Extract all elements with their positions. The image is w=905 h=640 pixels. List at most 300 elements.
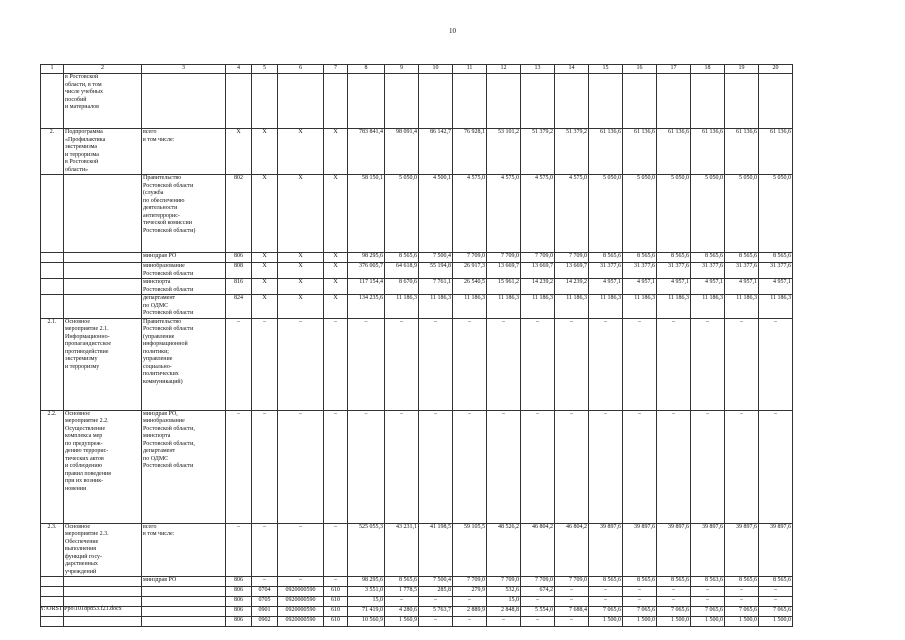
funding-value: 5 050,0 [725,175,759,253]
budget-code: 824 [226,295,252,319]
item-number [41,597,64,607]
funding-value: 8 565,6 [759,577,793,587]
funding-value: – [725,587,759,597]
funding-value: 4 957,1 [725,279,759,295]
funding-value: 31 377,6 [623,263,657,279]
funding-value: 7 709,0 [487,253,521,263]
funding-value: 11 186,3 [521,295,555,319]
funding-value: 8 565,6 [725,253,759,263]
funding-value: – [555,318,589,410]
budget-code: X [252,279,278,295]
column-number: 4 [226,65,252,74]
budget-code: X [324,129,348,175]
budget-code: X [252,263,278,279]
funding-value: 51 379,2 [521,129,555,175]
funding-value: 8 565,6 [657,253,691,263]
funding-value: – [555,410,589,523]
budget-code [278,74,324,129]
funding-value: 8 565,6 [623,253,657,263]
funding-value [725,74,759,129]
funding-value: 7 500,4 [419,577,453,587]
funding-value: – [759,597,793,607]
column-number: 6 [278,65,324,74]
funding-value: 1 500,0 [589,617,623,627]
column-number: 19 [725,65,759,74]
funding-value: 13 669,7 [487,263,521,279]
program-name: в Ростовской области, в том числе учебных пособий и материалов [64,74,142,129]
budget-code: X [324,279,348,295]
funding-value: – [348,410,385,523]
funding-value: 15,0 [487,597,521,607]
column-number: 2 [64,65,142,74]
program-name [64,175,142,253]
funding-value: – [657,410,691,523]
file-path-footer: Y:\ORST\Ppo\1018p853.f21.docx [40,606,122,612]
budget-code: 802 [226,175,252,253]
item-number: 2. [41,129,64,175]
budget-code: 806 [226,617,252,627]
funding-value: 11 186,3 [555,295,589,319]
funding-value: 4 957,1 [623,279,657,295]
funding-value: – [453,318,487,410]
funding-value: 8 565,6 [623,577,657,587]
table-row [41,129,793,175]
program-name [64,577,142,587]
funding-value: 4 575,0 [487,175,521,253]
funding-value: 279,9 [453,587,487,597]
budget-table [40,64,793,627]
funding-value: 4 575,0 [453,175,487,253]
funding-value: 26 917,3 [453,263,487,279]
funding-value [453,74,487,129]
item-number: 2.3. [41,523,64,577]
funding-value: 8 565,6 [589,577,623,587]
funding-value: 39 897,6 [691,523,725,577]
funding-value: 4 957,1 [657,279,691,295]
funding-value: 7 065,6 [691,607,725,617]
funding-value: 5 050,0 [691,175,725,253]
funding-value: 8 565,6 [725,577,759,587]
budget-code: 0704 [252,587,278,597]
budget-code: – [252,318,278,410]
funding-value: 39 897,6 [623,523,657,577]
funding-value: 46 804,2 [521,523,555,577]
funding-value: 14 239,2 [555,279,589,295]
column-number: 1 [41,65,64,74]
funding-value: 1 560,9 [385,617,419,627]
funding-value: – [589,597,623,607]
funding-value: 64 618,9 [385,263,419,279]
column-number: 13 [521,65,555,74]
funding-value: – [623,318,657,410]
funding-value: – [657,587,691,597]
budget-code: 806 [226,253,252,263]
column-number: 8 [348,65,385,74]
budget-code: 806 [226,587,252,597]
item-number [41,175,64,253]
funding-value [487,74,521,129]
funding-value: – [385,597,419,607]
funding-value: 8 670,6 [385,279,419,295]
funding-value: 61 136,6 [759,129,793,175]
funding-value [555,74,589,129]
responsible-executor: Правительство Ростовской области (служба по обеспечению деятельности антитеррорис- тической комиссии Ростовской области) [142,175,226,253]
responsible-executor [142,607,226,617]
funding-value: – [657,318,691,410]
funding-value: – [487,617,521,627]
responsible-executor: минздрав РО [142,577,226,587]
funding-value: – [759,318,793,410]
budget-code: X [252,295,278,319]
funding-value: 7 065,6 [623,607,657,617]
funding-value: 15 961,2 [487,279,521,295]
funding-value: 11 186,3 [419,295,453,319]
item-number [41,279,64,295]
column-number: 15 [589,65,623,74]
item-number [41,295,64,319]
funding-value: 7 709,0 [453,253,487,263]
budget-code: – [226,523,252,577]
funding-value: 4 957,1 [759,279,793,295]
budget-code: 610 [324,597,348,607]
funding-value: 39 897,6 [657,523,691,577]
funding-value: 41 198,5 [419,523,453,577]
funding-value: 1 500,0 [657,617,691,627]
funding-value: 4 500,1 [419,175,453,253]
funding-value: 8 565,6 [691,253,725,263]
funding-value: 11 186,3 [385,295,419,319]
funding-value: – [725,318,759,410]
funding-value: – [419,410,453,523]
funding-value: 11 186,3 [691,295,725,319]
budget-code: 806 [226,607,252,617]
funding-value: 11 186,3 [759,295,793,319]
item-number [41,253,64,263]
responsible-executor: Правительство Ростовской области (управление информационной политики; управление социально- политических коммуникаций) [142,318,226,410]
responsible-executor: департамент по ОДМС Ростовской области [142,295,226,319]
funding-value: – [521,410,555,523]
table-row [41,253,793,263]
funding-value: 7 065,6 [589,607,623,617]
funding-value: 1 500,0 [725,617,759,627]
item-number [41,263,64,279]
funding-value: 4 957,1 [691,279,725,295]
funding-value: – [589,410,623,523]
responsible-executor [142,617,226,627]
funding-value: 2 848,8 [487,607,521,617]
funding-value: 8 565,6 [657,577,691,587]
funding-value: 76 928,1 [453,129,487,175]
funding-value: 2 889,9 [453,607,487,617]
item-number [41,617,64,627]
funding-value: 1 500,0 [691,617,725,627]
funding-value: 8 565,6 [589,253,623,263]
funding-value: – [725,597,759,607]
funding-value: 11 186,3 [589,295,623,319]
column-number: 3 [142,65,226,74]
program-name [64,587,142,597]
funding-value: – [521,617,555,627]
column-number: 18 [691,65,725,74]
column-number: 10 [419,65,453,74]
funding-value: 134 235,6 [348,295,385,319]
item-number [41,587,64,597]
funding-value: 7 688,4 [555,607,589,617]
program-name [64,617,142,627]
funding-value: 86 142,7 [419,129,453,175]
program-name: Основное мероприятие 2.2. Осуществление комплекса мер по предупреж- дению террорис- тических актов и соблюдению правил поведения при их возник- новении [64,410,142,523]
funding-value: 5 763,7 [419,607,453,617]
budget-code: 816 [226,279,252,295]
responsible-executor: минздрав РО [142,253,226,263]
table-row [41,74,793,129]
funding-value: 5 050,0 [589,175,623,253]
column-number: 12 [487,65,521,74]
funding-value [623,74,657,129]
funding-value: – [759,410,793,523]
funding-value: – [555,597,589,607]
column-number-row [41,65,793,74]
budget-code: X [324,295,348,319]
responsible-executor: минспорта Ростовской области [142,279,226,295]
budget-code: 0920000590 [278,597,324,607]
funding-value: 1 778,5 [385,587,419,597]
funding-value: – [759,587,793,597]
funding-value: 51 379,2 [555,129,589,175]
table-row [41,263,793,279]
funding-value: 13 669,7 [521,263,555,279]
table-row [41,597,793,607]
budget-code [252,74,278,129]
item-number: 2.2. [41,410,64,523]
funding-value: 8 565,6 [759,253,793,263]
funding-value: 31 377,6 [657,263,691,279]
budget-code: X [278,129,324,175]
page-number: 10 [449,27,456,35]
funding-value: – [521,597,555,607]
funding-value: 7 709,0 [521,577,555,587]
responsible-executor: минздрав РО, минобразование Ростовской области, минспорта Ростовской области, департамент по ОДМС Ростовской области [142,410,226,523]
budget-code [324,74,348,129]
funding-value: 61 136,6 [691,129,725,175]
funding-value: 11 186,3 [453,295,487,319]
funding-value: 7 500,4 [419,253,453,263]
responsible-executor: всего в том числе: [142,129,226,175]
funding-value: 48 526,2 [487,523,521,577]
table-row [41,410,793,523]
funding-value: 53 101,2 [487,129,521,175]
funding-value: – [419,597,453,607]
budget-code: 0705 [252,597,278,607]
program-name [64,253,142,263]
funding-value: – [385,410,419,523]
budget-code: 0920000590 [278,607,324,617]
funding-value: 43 231,1 [385,523,419,577]
funding-value: 11 186,3 [487,295,521,319]
budget-code: X [252,175,278,253]
funding-value: 58 150,1 [348,175,385,253]
budget-code: – [252,577,278,587]
table-row [41,523,793,577]
column-number: 17 [657,65,691,74]
funding-value: 376 005,7 [348,263,385,279]
funding-value: – [487,410,521,523]
funding-value: 7 709,0 [521,253,555,263]
funding-value: 13 669,7 [555,263,589,279]
funding-value: – [521,318,555,410]
item-number [41,74,64,129]
budget-code: – [324,523,348,577]
program-name: Основное мероприятие 2.3. Обеспечение выполнения функций госу- дарственных учреждений [64,523,142,577]
funding-value: 98 295,6 [348,577,385,587]
funding-value: 5 554,0 [521,607,555,617]
budget-code: X [278,295,324,319]
funding-value: 55 194,8 [419,263,453,279]
budget-code: – [226,410,252,523]
budget-code: – [324,577,348,587]
funding-value: 4 575,0 [521,175,555,253]
funding-value: 61 136,6 [623,129,657,175]
budget-code: – [278,410,324,523]
responsible-executor [142,74,226,129]
budget-code: – [324,318,348,410]
funding-value: 31 377,6 [725,263,759,279]
budget-code: 806 [226,597,252,607]
funding-value: 39 897,6 [589,523,623,577]
funding-value: 525 055,3 [348,523,385,577]
funding-value: – [487,318,521,410]
budget-code: X [324,175,348,253]
funding-value: 61 136,6 [657,129,691,175]
funding-value: 7 709,0 [453,577,487,587]
funding-value [589,74,623,129]
funding-value: – [589,587,623,597]
funding-value: 532,6 [487,587,521,597]
funding-value: – [589,318,623,410]
funding-value: 14 239,2 [521,279,555,295]
column-number: 7 [324,65,348,74]
funding-value: 7 761,1 [419,279,453,295]
funding-value: 26 540,5 [453,279,487,295]
funding-value: 7 065,6 [759,607,793,617]
column-number: 5 [252,65,278,74]
table-row [41,577,793,587]
budget-code: X [252,253,278,263]
budget-code: X [278,279,324,295]
funding-value: 7 709,0 [555,253,589,263]
funding-value: – [691,318,725,410]
funding-value: 1 500,0 [623,617,657,627]
column-number: 9 [385,65,419,74]
funding-value: 117 154,4 [348,279,385,295]
budget-code: X [324,263,348,279]
funding-value: 8 563,6 [691,577,725,587]
budget-code: X [278,175,324,253]
funding-value: 39 897,6 [725,523,759,577]
funding-value [691,74,725,129]
funding-value: – [453,617,487,627]
funding-value: 1 500,0 [759,617,793,627]
funding-value: 5 050,0 [759,175,793,253]
budget-code: 610 [324,587,348,597]
budget-code: 610 [324,607,348,617]
funding-value: – [691,410,725,523]
funding-value [759,74,793,129]
table-row [41,175,793,253]
table-row [41,279,793,295]
budget-code: 0920000590 [278,587,324,597]
budget-code: X [252,129,278,175]
funding-value [385,74,419,129]
responsible-executor: минобразование Ростовской области [142,263,226,279]
funding-value [419,74,453,129]
funding-value: 783 841,4 [348,129,385,175]
budget-code: – [226,318,252,410]
funding-value: – [691,587,725,597]
funding-value: – [453,597,487,607]
funding-value: 7 065,6 [657,607,691,617]
funding-value: 4 575,0 [555,175,589,253]
funding-value: 98 091,4 [385,129,419,175]
funding-value: 10 560,9 [348,617,385,627]
funding-value: – [623,587,657,597]
funding-value: 11 186,3 [657,295,691,319]
table-row [41,587,793,597]
funding-value: 31 377,6 [759,263,793,279]
funding-value: 59 105,5 [453,523,487,577]
funding-value: 61 136,6 [589,129,623,175]
program-name [64,295,142,319]
funding-value: 11 186,3 [725,295,759,319]
funding-value: – [555,587,589,597]
budget-code: X [226,129,252,175]
responsible-executor [142,587,226,597]
budget-code: – [278,318,324,410]
funding-value: – [623,597,657,607]
funding-value [657,74,691,129]
budget-code: 0901 [252,607,278,617]
column-number: 20 [759,65,793,74]
funding-value: 7 709,0 [555,577,589,587]
program-name: Основное мероприятие 2.1. Информационно- пропагандистское противодействие экстремизму и терроризму [64,318,142,410]
budget-code: X [278,253,324,263]
funding-value: 31 377,6 [691,263,725,279]
budget-code: – [324,410,348,523]
item-number: 2.1. [41,318,64,410]
budget-code: 806 [226,577,252,587]
budget-code: X [278,263,324,279]
budget-code: 610 [324,617,348,627]
program-name [64,597,142,607]
funding-value: – [419,318,453,410]
funding-value: 61 136,6 [725,129,759,175]
funding-value: 8 565,6 [385,253,419,263]
budget-code: – [252,410,278,523]
responsible-executor [142,597,226,607]
funding-value: – [623,410,657,523]
budget-code: 808 [226,263,252,279]
funding-value: 8 565,6 [385,577,419,587]
funding-value: 285,8 [419,587,453,597]
funding-value: 7 709,0 [487,577,521,587]
column-number: 14 [555,65,589,74]
funding-value: 46 804,2 [555,523,589,577]
program-name [64,279,142,295]
funding-value: 5 050,0 [385,175,419,253]
funding-value: – [555,617,589,627]
column-number: 11 [453,65,487,74]
funding-value: 4 957,1 [589,279,623,295]
